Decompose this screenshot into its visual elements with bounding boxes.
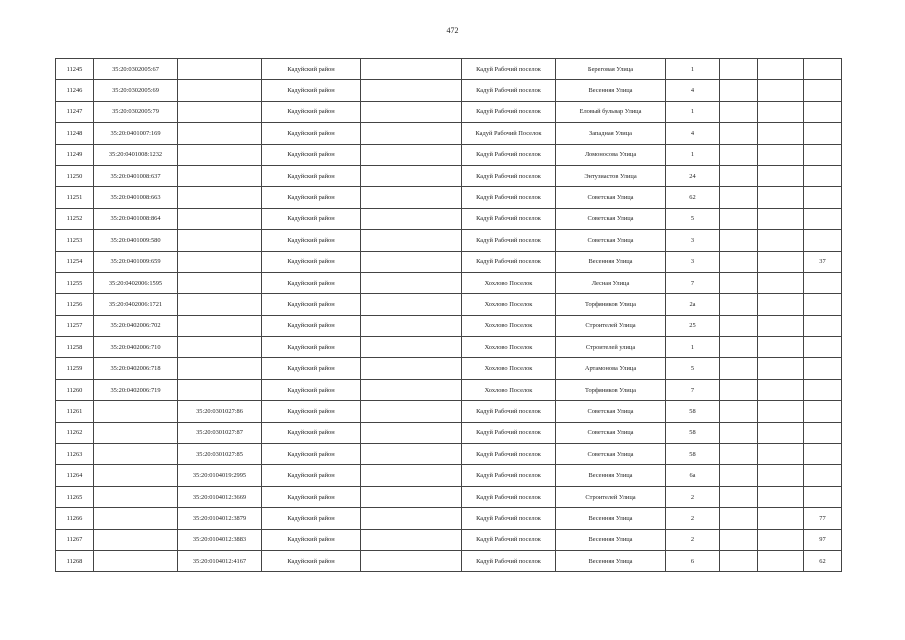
settlement-type-cell <box>361 59 462 80</box>
settlement-type-cell <box>361 422 462 443</box>
structure-cell <box>758 59 804 80</box>
house-number-cell: 25 <box>666 315 720 336</box>
house-number-cell: 5 <box>666 358 720 379</box>
apartment-cell <box>804 59 842 80</box>
building-cell <box>720 59 758 80</box>
settlement-cell: Кадуй Рабочий поселок <box>462 59 556 80</box>
cadastral-number-cell <box>94 422 178 443</box>
cadastral-number-cell <box>94 465 178 486</box>
linked-cadastral-number-cell <box>178 272 262 293</box>
settlement-cell: Кадуй Рабочий поселок <box>462 550 556 571</box>
building-cell <box>720 251 758 272</box>
settlement-cell: Кадуй Рабочий поселок <box>462 486 556 507</box>
street-cell: Лесная Улица <box>556 272 666 293</box>
house-number-cell: 1 <box>666 101 720 122</box>
table-row <box>56 508 842 529</box>
table-row <box>56 550 842 571</box>
building-cell <box>720 379 758 400</box>
linked-cadastral-number-cell: 35:20:0301027:85 <box>178 444 262 465</box>
house-number-cell: 5 <box>666 208 720 229</box>
district-cell: Кадуйский район <box>262 358 361 379</box>
linked-cadastral-number-cell <box>178 230 262 251</box>
cadastral-number-cell: 35:20:0402006:1595 <box>94 272 178 293</box>
building-cell <box>720 208 758 229</box>
structure-cell <box>758 101 804 122</box>
linked-cadastral-number-cell <box>178 315 262 336</box>
cadastral-number-cell <box>94 486 178 507</box>
row-number-cell: 11247 <box>56 101 94 122</box>
row-number-cell: 11264 <box>56 465 94 486</box>
house-number-cell: 58 <box>666 422 720 443</box>
apartment-cell <box>804 444 842 465</box>
table-row <box>56 294 842 315</box>
settlement-cell: Хохлово Поселок <box>462 315 556 336</box>
apartment-cell <box>804 315 842 336</box>
street-cell: Торфяников Улица <box>556 294 666 315</box>
settlement-type-cell <box>361 358 462 379</box>
district-cell: Кадуйский район <box>262 123 361 144</box>
settlement-type-cell <box>361 315 462 336</box>
row-number-cell: 11268 <box>56 550 94 571</box>
building-cell <box>720 444 758 465</box>
settlement-cell: Хохлово Поселок <box>462 294 556 315</box>
table-row <box>56 465 842 486</box>
settlement-type-cell <box>361 529 462 550</box>
house-number-cell: 4 <box>666 80 720 101</box>
settlement-type-cell <box>361 123 462 144</box>
table-row <box>56 101 842 122</box>
street-cell: Советская Улица <box>556 444 666 465</box>
structure-cell <box>758 550 804 571</box>
table-row <box>56 422 842 443</box>
structure-cell <box>758 251 804 272</box>
apartment-cell <box>804 165 842 186</box>
district-cell: Кадуйский район <box>262 165 361 186</box>
linked-cadastral-number-cell <box>178 251 262 272</box>
settlement-cell: Кадуй Рабочий поселок <box>462 422 556 443</box>
linked-cadastral-number-cell <box>178 187 262 208</box>
row-number-cell: 11246 <box>56 80 94 101</box>
house-number-cell: 4 <box>666 123 720 144</box>
structure-cell <box>758 80 804 101</box>
linked-cadastral-number-cell <box>178 208 262 229</box>
apartment-cell <box>804 401 842 422</box>
row-number-cell: 11257 <box>56 315 94 336</box>
street-cell: Советская Улица <box>556 208 666 229</box>
structure-cell <box>758 486 804 507</box>
apartment-cell <box>804 144 842 165</box>
settlement-cell: Кадуй Рабочий поселок <box>462 208 556 229</box>
structure-cell <box>758 230 804 251</box>
house-number-cell: 7 <box>666 272 720 293</box>
table-row <box>56 315 842 336</box>
settlement-cell: Кадуй Рабочий поселок <box>462 465 556 486</box>
cadastral-number-cell <box>94 508 178 529</box>
cadastral-number-cell: 35:20:0302005:67 <box>94 59 178 80</box>
building-cell <box>720 529 758 550</box>
settlement-cell: Хохлово Поселок <box>462 337 556 358</box>
table-row <box>56 337 842 358</box>
settlement-type-cell <box>361 550 462 571</box>
house-number-cell: 2а <box>666 294 720 315</box>
settlement-type-cell <box>361 208 462 229</box>
structure-cell <box>758 508 804 529</box>
settlement-type-cell <box>361 230 462 251</box>
linked-cadastral-number-cell <box>178 358 262 379</box>
settlement-cell: Кадуй Рабочий поселок <box>462 80 556 101</box>
district-cell: Кадуйский район <box>262 208 361 229</box>
street-cell: Западная Улица <box>556 123 666 144</box>
building-cell <box>720 294 758 315</box>
street-cell: Береговая Улица <box>556 59 666 80</box>
apartment-cell <box>804 101 842 122</box>
table-row <box>56 358 842 379</box>
settlement-type-cell <box>361 337 462 358</box>
cadastral-number-cell: 35:20:0402006:719 <box>94 379 178 400</box>
row-number-cell: 11250 <box>56 165 94 186</box>
house-number-cell: 6 <box>666 550 720 571</box>
settlement-cell: Хохлово Поселок <box>462 379 556 400</box>
street-cell: Советская Улица <box>556 401 666 422</box>
table-row <box>56 165 842 186</box>
district-cell: Кадуйский район <box>262 486 361 507</box>
district-cell: Кадуйский район <box>262 59 361 80</box>
structure-cell <box>758 294 804 315</box>
linked-cadastral-number-cell: 35:20:0104012:3883 <box>178 529 262 550</box>
settlement-type-cell <box>361 379 462 400</box>
settlement-cell: Кадуй Рабочий Поселок <box>462 123 556 144</box>
row-number-cell: 11266 <box>56 508 94 529</box>
street-cell: Весенняя Улица <box>556 529 666 550</box>
row-number-cell: 11260 <box>56 379 94 400</box>
house-number-cell: 1 <box>666 337 720 358</box>
linked-cadastral-number-cell <box>178 123 262 144</box>
apartment-cell <box>804 80 842 101</box>
linked-cadastral-number-cell <box>178 101 262 122</box>
cadastral-number-cell: 35:20:0401008:637 <box>94 165 178 186</box>
apartment-cell <box>804 208 842 229</box>
street-cell: Весенняя Улица <box>556 251 666 272</box>
table-row <box>56 59 842 80</box>
house-number-cell: 7 <box>666 379 720 400</box>
settlement-type-cell <box>361 444 462 465</box>
building-cell <box>720 187 758 208</box>
building-cell <box>720 230 758 251</box>
table-row <box>56 444 842 465</box>
settlement-cell: Кадуй Рабочий поселок <box>462 230 556 251</box>
linked-cadastral-number-cell: 35:20:0301027:87 <box>178 422 262 443</box>
house-number-cell: 58 <box>666 401 720 422</box>
house-number-cell: 6а <box>666 465 720 486</box>
district-cell: Кадуйский район <box>262 508 361 529</box>
linked-cadastral-number-cell: 35:20:0104019:2995 <box>178 465 262 486</box>
row-number-cell: 11249 <box>56 144 94 165</box>
district-cell: Кадуйский район <box>262 401 361 422</box>
table-row <box>56 401 842 422</box>
house-number-cell: 2 <box>666 508 720 529</box>
structure-cell <box>758 358 804 379</box>
settlement-cell: Кадуй Рабочий поселок <box>462 444 556 465</box>
district-cell: Кадуйский район <box>262 294 361 315</box>
apartment-cell <box>804 379 842 400</box>
row-number-cell: 11248 <box>56 123 94 144</box>
cadastral-number-cell: 35:20:0401008:663 <box>94 187 178 208</box>
cadastral-number-cell: 35:20:0402006:1721 <box>94 294 178 315</box>
street-cell: Весенняя Улица <box>556 465 666 486</box>
building-cell <box>720 486 758 507</box>
settlement-type-cell <box>361 401 462 422</box>
street-cell: Весенняя Улица <box>556 550 666 571</box>
linked-cadastral-number-cell <box>178 80 262 101</box>
settlement-cell: Кадуй Рабочий поселок <box>462 401 556 422</box>
apartment-cell <box>804 337 842 358</box>
row-number-cell: 11245 <box>56 59 94 80</box>
structure-cell <box>758 379 804 400</box>
apartment-cell <box>804 294 842 315</box>
apartment-cell: 62 <box>804 550 842 571</box>
apartment-cell <box>804 230 842 251</box>
district-cell: Кадуйский район <box>262 80 361 101</box>
settlement-cell: Кадуй Рабочий поселок <box>462 187 556 208</box>
structure-cell <box>758 401 804 422</box>
row-number-cell: 11259 <box>56 358 94 379</box>
linked-cadastral-number-cell <box>178 379 262 400</box>
settlement-type-cell <box>361 187 462 208</box>
district-cell: Кадуйский район <box>262 272 361 293</box>
cadastral-number-cell: 35:20:0401007:169 <box>94 123 178 144</box>
table-row <box>56 187 842 208</box>
cadastral-number-cell: 35:20:0401009:580 <box>94 230 178 251</box>
settlement-cell: Кадуй Рабочий поселок <box>462 101 556 122</box>
registry-table <box>55 58 842 572</box>
apartment-cell <box>804 123 842 144</box>
cadastral-number-cell: 35:20:0302005:79 <box>94 101 178 122</box>
settlement-type-cell <box>361 294 462 315</box>
structure-cell <box>758 165 804 186</box>
district-cell: Кадуйский район <box>262 529 361 550</box>
building-cell <box>720 422 758 443</box>
table-row <box>56 208 842 229</box>
settlement-cell: Хохлово Поселок <box>462 358 556 379</box>
table-row <box>56 379 842 400</box>
district-cell: Кадуйский район <box>262 144 361 165</box>
cadastral-number-cell <box>94 550 178 571</box>
table-row <box>56 144 842 165</box>
linked-cadastral-number-cell <box>178 144 262 165</box>
settlement-type-cell <box>361 101 462 122</box>
house-number-cell: 24 <box>666 165 720 186</box>
apartment-cell: 37 <box>804 251 842 272</box>
settlement-type-cell <box>361 165 462 186</box>
structure-cell <box>758 444 804 465</box>
settlement-cell: Кадуй Рабочий поселок <box>462 165 556 186</box>
settlement-cell: Кадуй Рабочий поселок <box>462 144 556 165</box>
street-cell: Советская Улица <box>556 187 666 208</box>
apartment-cell <box>804 422 842 443</box>
house-number-cell: 1 <box>666 59 720 80</box>
settlement-type-cell <box>361 508 462 529</box>
apartment-cell: 77 <box>804 508 842 529</box>
row-number-cell: 11261 <box>56 401 94 422</box>
street-cell: Советская Улица <box>556 422 666 443</box>
building-cell <box>720 80 758 101</box>
page-number: 472 <box>446 26 459 35</box>
apartment-cell <box>804 486 842 507</box>
street-cell: Еловый бульвар Улица <box>556 101 666 122</box>
house-number-cell: 62 <box>666 187 720 208</box>
structure-cell <box>758 465 804 486</box>
district-cell: Кадуйский район <box>262 422 361 443</box>
structure-cell <box>758 337 804 358</box>
district-cell: Кадуйский район <box>262 315 361 336</box>
house-number-cell: 2 <box>666 529 720 550</box>
street-cell: Строителей Улица <box>556 315 666 336</box>
settlement-cell: Кадуй Рабочий поселок <box>462 508 556 529</box>
cadastral-number-cell: 35:20:0401008:864 <box>94 208 178 229</box>
structure-cell <box>758 123 804 144</box>
cadastral-number-cell: 35:20:0402006:718 <box>94 358 178 379</box>
street-cell: Строителей Улица <box>556 486 666 507</box>
cadastral-number-cell: 35:20:0401008:1232 <box>94 144 178 165</box>
linked-cadastral-number-cell: 35:20:0301027:86 <box>178 401 262 422</box>
row-number-cell: 11254 <box>56 251 94 272</box>
street-cell: Артамонова Улица <box>556 358 666 379</box>
house-number-cell: 1 <box>666 144 720 165</box>
cadastral-number-cell: 35:20:0402006:702 <box>94 315 178 336</box>
row-number-cell: 11267 <box>56 529 94 550</box>
building-cell <box>720 272 758 293</box>
cadastral-number-cell: 35:20:0302005:69 <box>94 80 178 101</box>
linked-cadastral-number-cell <box>178 337 262 358</box>
table-row <box>56 272 842 293</box>
district-cell: Кадуйский район <box>262 251 361 272</box>
district-cell: Кадуйский район <box>262 444 361 465</box>
apartment-cell <box>804 358 842 379</box>
building-cell <box>720 337 758 358</box>
structure-cell <box>758 187 804 208</box>
street-cell: Ломоносова Улица <box>556 144 666 165</box>
table-row <box>56 230 842 251</box>
district-cell: Кадуйский район <box>262 550 361 571</box>
building-cell <box>720 401 758 422</box>
apartment-cell <box>804 272 842 293</box>
building-cell <box>720 358 758 379</box>
table-row <box>56 251 842 272</box>
structure-cell <box>758 529 804 550</box>
table-body <box>56 59 842 572</box>
settlement-cell: Хохлово Поселок <box>462 272 556 293</box>
settlement-type-cell <box>361 486 462 507</box>
building-cell <box>720 123 758 144</box>
cadastral-number-cell <box>94 529 178 550</box>
district-cell: Кадуйский район <box>262 187 361 208</box>
cadastral-number-cell: 35:20:0402006:710 <box>94 337 178 358</box>
settlement-type-cell <box>361 465 462 486</box>
row-number-cell: 11258 <box>56 337 94 358</box>
table-row <box>56 486 842 507</box>
building-cell <box>720 465 758 486</box>
settlement-cell: Кадуй Рабочий поселок <box>462 251 556 272</box>
row-number-cell: 11263 <box>56 444 94 465</box>
linked-cadastral-number-cell <box>178 59 262 80</box>
building-cell <box>720 165 758 186</box>
district-cell: Кадуйский район <box>262 465 361 486</box>
structure-cell <box>758 272 804 293</box>
structure-cell <box>758 144 804 165</box>
structure-cell <box>758 422 804 443</box>
row-number-cell: 11262 <box>56 422 94 443</box>
structure-cell <box>758 208 804 229</box>
apartment-cell <box>804 187 842 208</box>
building-cell <box>720 315 758 336</box>
district-cell: Кадуйский район <box>262 337 361 358</box>
row-number-cell: 11256 <box>56 294 94 315</box>
street-cell: Весенняя Улица <box>556 508 666 529</box>
building-cell <box>720 144 758 165</box>
street-cell: Торфяников Улица <box>556 379 666 400</box>
cadastral-number-cell: 35:20:0401009:659 <box>94 251 178 272</box>
linked-cadastral-number-cell: 35:20:0104012:3669 <box>178 486 262 507</box>
building-cell <box>720 508 758 529</box>
house-number-cell: 3 <box>666 230 720 251</box>
cadastral-number-cell <box>94 444 178 465</box>
settlement-cell: Кадуй Рабочий поселок <box>462 529 556 550</box>
row-number-cell: 11251 <box>56 187 94 208</box>
settlement-type-cell <box>361 80 462 101</box>
district-cell: Кадуйский район <box>262 230 361 251</box>
structure-cell <box>758 315 804 336</box>
apartment-cell: 97 <box>804 529 842 550</box>
building-cell <box>720 101 758 122</box>
street-cell: Строителей улица <box>556 337 666 358</box>
cadastral-number-cell <box>94 401 178 422</box>
linked-cadastral-number-cell: 35:20:0104012:4167 <box>178 550 262 571</box>
table-row <box>56 529 842 550</box>
street-cell: Советская Улица <box>556 230 666 251</box>
house-number-cell: 3 <box>666 251 720 272</box>
table-row <box>56 80 842 101</box>
settlement-type-cell <box>361 272 462 293</box>
district-cell: Кадуйский район <box>262 379 361 400</box>
street-cell: Весенняя Улица <box>556 80 666 101</box>
linked-cadastral-number-cell: 35:20:0104012:3879 <box>178 508 262 529</box>
street-cell: Энтузиастов Улица <box>556 165 666 186</box>
row-number-cell: 11255 <box>56 272 94 293</box>
linked-cadastral-number-cell <box>178 165 262 186</box>
settlement-type-cell <box>361 144 462 165</box>
row-number-cell: 11252 <box>56 208 94 229</box>
house-number-cell: 58 <box>666 444 720 465</box>
row-number-cell: 11265 <box>56 486 94 507</box>
building-cell <box>720 550 758 571</box>
table-row <box>56 123 842 144</box>
linked-cadastral-number-cell <box>178 294 262 315</box>
settlement-type-cell <box>361 251 462 272</box>
district-cell: Кадуйский район <box>262 101 361 122</box>
house-number-cell: 2 <box>666 486 720 507</box>
row-number-cell: 11253 <box>56 230 94 251</box>
apartment-cell <box>804 465 842 486</box>
